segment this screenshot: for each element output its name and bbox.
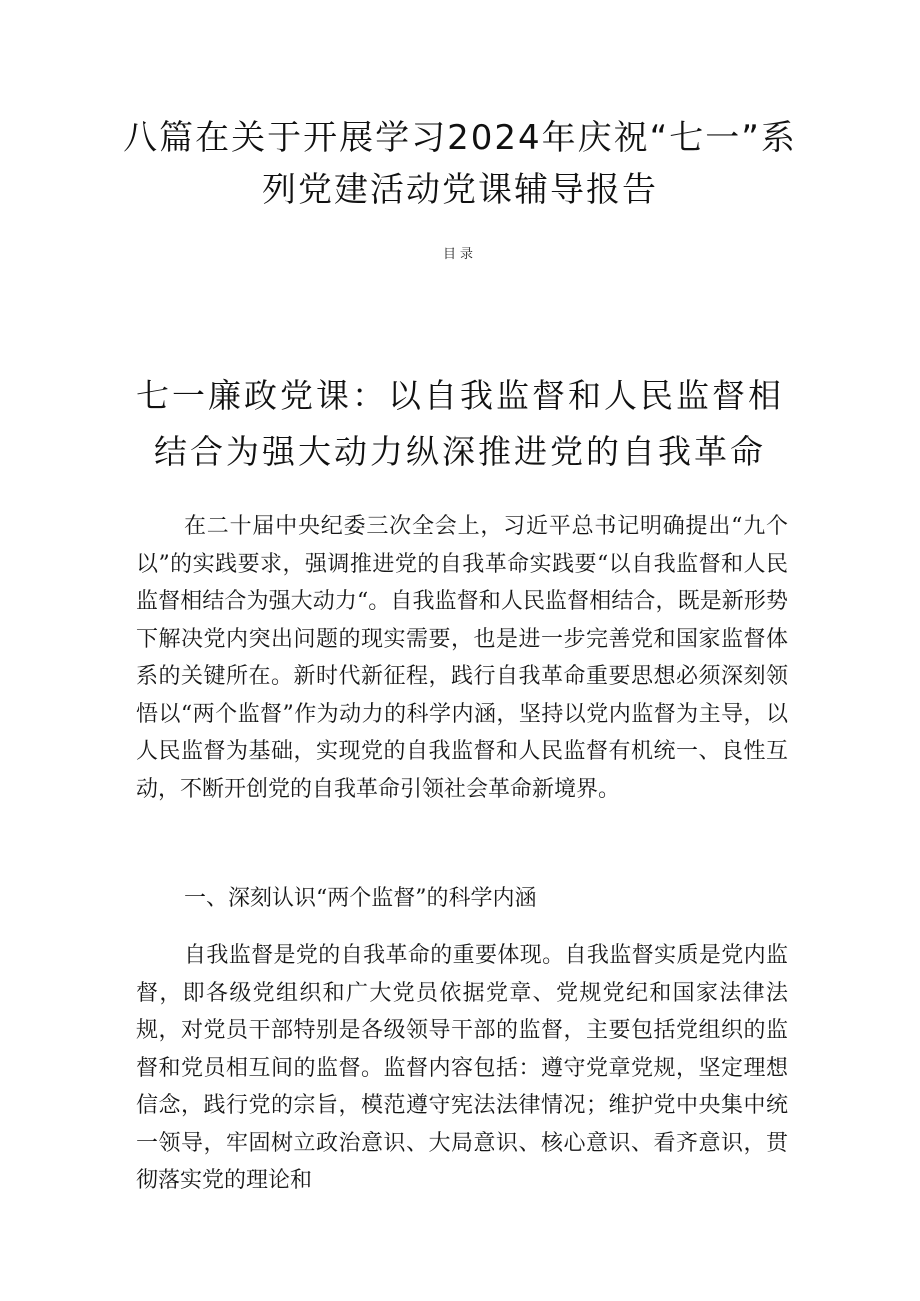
document-title: 八篇在关于开展学习2024年庆祝“七一”系列党建活动党课辅导报告 [123,118,797,210]
table-of-contents-label: 目录 [442,247,477,262]
section-title: 七一廉政党课：以自我监督和人民监督相结合为强大动力纵深推进党的自我革命 [136,376,784,471]
body-paragraph: 自我监督是党的自我革命的重要体现。自我监督实质是党内监督，即各级党组织和广大党员依据党章、党规党纪和国家法律法规，对党员干部特别是各级领导干部的监督，主要包括党组织的监督和党员相互间的监督。监督内容包括：遵守党章党规，坚定理想信念，践行党的宗旨，模范遵守宪法法律情况；维护党中央集中统一领导，牢固树立政治意识、大局意识、核心意识、看齐意识，贯彻落实党的理论和 [136,943,788,1193]
intro-paragraph: 在二十届中央纪委三次全会上，习近平总书记明确提出“九个以”的实践要求，强调推进党的自我革命实践要“以自我监督和人民监督相结合为强大动力“。自我监督和人民监督相结合，既是新形势下解决党内突出问题的现实需要，也是进一步完善党和国家监督体系的关键所在。新时代新征程，践行自我革命重要思想必须深刻领悟以“两个监督”作为动力的科学内涵，坚持以党内监督为主导，以人民监督为基础，实现党的自我监督和人民监督有机统一、良性互动，不断开创党的自我革命引领社会革命新境界。 [136,514,788,802]
section-heading-1: 一、深刻认识“两个监督”的科学内涵 [184,886,537,911]
